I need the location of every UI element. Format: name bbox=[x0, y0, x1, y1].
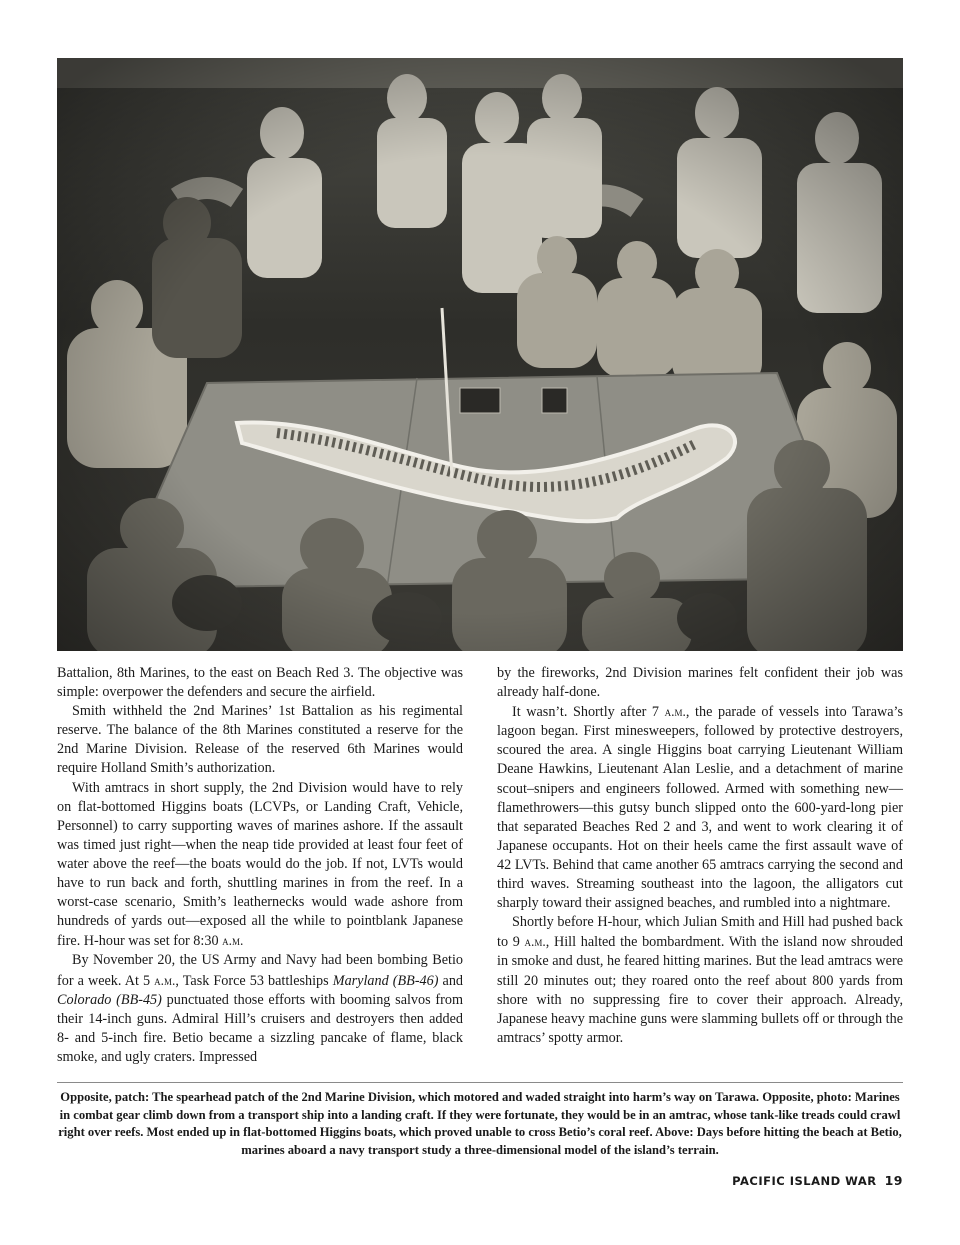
marines-model-photo bbox=[57, 58, 903, 651]
paragraph: Battalion, 8th Marines, to the east on Beach Red 3. The objective was simple: overpower the defenders and secure the airfield. bbox=[57, 665, 463, 701]
page-footer bbox=[732, 1173, 903, 1188]
paragraph: By November 20, the US Army and Navy had been bombing Betio for a week. At 5 a.m., Task Force 53 battleships Maryland (BB-46) and Colorado (BB-45) punctuated those efforts with booming salvos from their 14-inch guns. Admiral Hill’s cruisers and destroyers then added 8- and 5-inch fire. Betio became a sizzling pancake of flame, black smoke, and ugly craters. Impressed bbox=[57, 952, 464, 1065]
paragraph: Shortly before H-hour, which Julian Smith and Hill had pushed back to 9 a.m., Hill halted the bombardment. With the island now shrouded in smoke and dust, he feared hitting marines. But the lead amtracs were still 20 minutes out; they roared onto the reef about 800 yards from shore with no suppressing fire to cover their approach. Already, Japanese heavy machine guns were slamming bullets off or through the amtracs’ spotty armor. bbox=[497, 914, 903, 1046]
page-number: 19 bbox=[884, 1173, 903, 1188]
running-title: PACIFIC ISLAND WAR bbox=[732, 1174, 877, 1188]
body-column-left bbox=[57, 664, 463, 1067]
photo-caption: Opposite, patch: The spearhead patch of the 2nd Marine Division, which motored and waded straight into harm’s way on Tarawa. Opposite, photo: Marines in combat gear climb down from a transport ship into a landing craft. If they were fortunate, they would be in an amtrac, whose tank-like treads could crawl right over reefs. Most ended up in flat-bottomed Higgins boats, which proved unable to cross Betio’s coral reef. Above: Days before hitting the beach at Betio, marines aboard a navy transport study a three-dimensional model of the island’s terrain. bbox=[58, 1090, 902, 1157]
caption-divider bbox=[57, 1082, 903, 1083]
paragraph: It wasn’t. Shortly after 7 a.m., the parade of vessels into Tarawa’s lagoon began. First minesweepers, followed by protective destroyers, scoured the area. A single Higgins boat carrying Lieutenant William Deane Hawkins, Lieutenant Alan Leslie, and a detachment of marine scout–snipers and engineers followed. Armed with something new—flamethrowers—this gutsy bunch slipped onto the 600-yard-long pier that separated Beaches Red 2 and 3, and went to work clearing it of Japanese occupants. Hot on their heels came the first assault wave of 42 LVTs. Behind that came another 65 amtracs carrying the second and third waves. Streaming southeast into the lagoon, the alligators cut sharply toward their assigned beaches, and rumbled into a nightmare. bbox=[497, 704, 904, 912]
paragraph: With amtracs in short supply, the 2nd Division would have to rely on flat-bottomed Higgins boats (LCVPs, or Landing Craft, Vehicle, Personnel) to carry supporting waves of marines ashore. If the assault was timed just right—when the neap tide provided at least four feet of water above the reef—the boats would do the job. If not, LVTs would have to run back and forth, shuttling marines in from the reef. In a worst-case scenario, Smith’s leathernecks would wade ashore from hundreds of yards out—exposed all the while to pointblank Japanese fire. H-hour was set for 8:30 a.m. bbox=[57, 779, 463, 950]
body-column-right bbox=[497, 664, 903, 1048]
paragraph: Smith withheld the 2nd Marines’ 1st Battalion as his regimental reserve. The balance of the 8th Marines constituted a reserve for the 2nd Marine Division. Release of the reserved 6th Marines would require Holland Smith’s authorization. bbox=[57, 703, 463, 777]
photo-illustration bbox=[57, 58, 903, 651]
paragraph: by the fireworks, 2nd Division marines felt confident their job was already half-done. bbox=[497, 665, 903, 701]
